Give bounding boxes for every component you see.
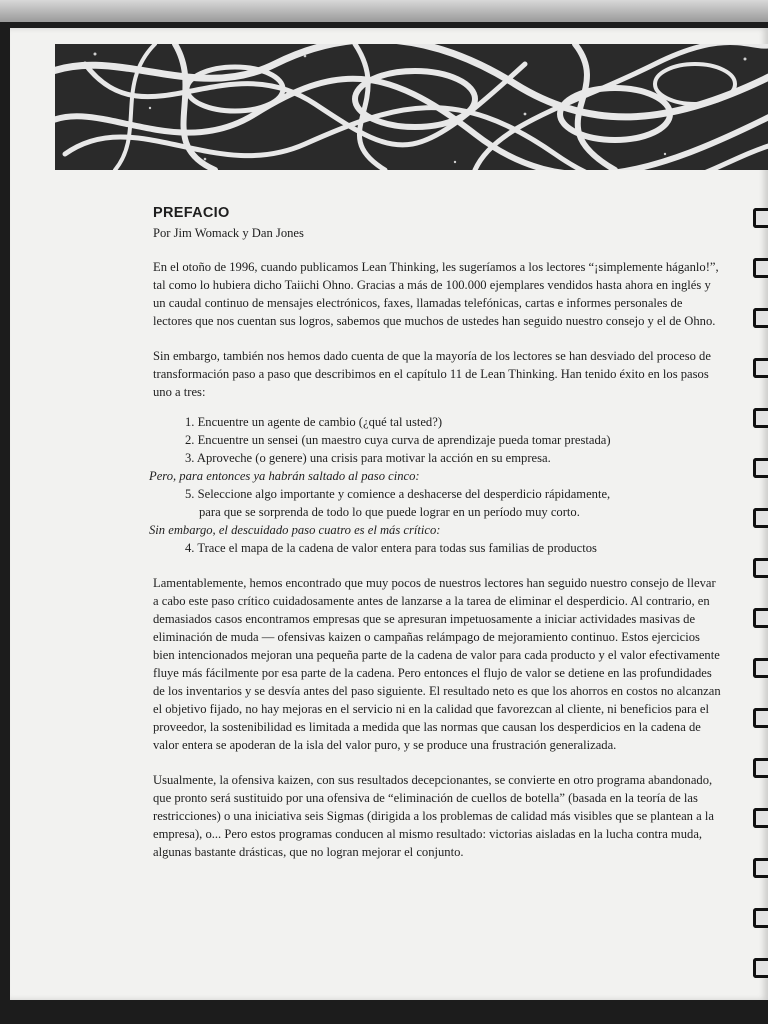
step-item: 2. Encuentre un sensei (un maestro cuya curva de aprendizaje pueda tomar prestada) [185, 433, 611, 447]
binding-ring [753, 458, 768, 478]
binding-ring [753, 808, 768, 828]
binding-ring [753, 508, 768, 528]
binding-ring [753, 308, 768, 328]
preface-body [149, 204, 723, 878]
step-item: 4. Trace el mapa de la cadena de valor entera para todas sus familias de productos [185, 541, 597, 555]
steps-list-b [153, 485, 723, 521]
author-byline: Por Jim Womack y Dan Jones [153, 226, 304, 240]
spiral-binding [754, 208, 768, 1008]
paragraph-4: Usualmente, la ofensiva kaizen, con sus resultados decepcionantes, se convierte en otro programa abandonado, que pronto será sustituido por una ofensiva de “eliminación de cuellos de botella” (basada en la teoría de las restricciones) o una iniciativa seis Sigmas (dirigida a los problemas de calidad más visibles que se plantean a la empresa), o... Pero estos programas conducen al mismo resultado: victorias aisladas en la lucha contra muda, algunas bastante drásticas, que no logran mejorar el conjunto. [153, 773, 714, 859]
intro-step-four: Sin embargo, el descuidado paso cuatro es el más crítico: [149, 523, 441, 537]
binding-ring [753, 908, 768, 928]
binding-ring [753, 958, 768, 978]
paragraph-3: Lamentablemente, hemos encontrado que muy pocos de nuestros lectores han seguido nuestro consejo de llevar a cabo este paso crítico cuidadosamente antes de lanzarse a la tarea de eliminar el desperdicio. Al contrario, en demasiados casos encontramos empresas que se apresuran impetuosamente a iniciar actividades masivas de eliminación de muda — ofensivas kaizen o campañas relámpago de mejoramiento continuo. Estos ejercicios bien intencionados mejoran una pequeña parte de la cadena de valor para cada producto y el valor efectivamente fluye más fácilmente por esa parte de la cadena. Pero entonces el flujo de valor se detiene en las profundidades de los inventarios y se desvía antes del paso siguiente. El resultado neto es que los ahorros en costos no alcanzan el objetivo fijado, no hay mejoras en el servicio ni en la calidad que favorezcan al cliente, ni beneficios para el proveedor, la sostenibilidad es limitada a medida que las normas que causan los desperdicios en la cadena de valor entera se apoderan de la isla del valor puro, y se produce una frustración generalizada. [153, 576, 721, 752]
swirl-pattern-image [55, 44, 768, 170]
step-item: 3. Aproveche (o genere) una crisis para motivar la acción en su empresa. [185, 451, 551, 465]
steps-list-a [153, 413, 723, 467]
intro-step-five: Pero, para entonces ya habrán saltado al paso cinco: [149, 469, 420, 483]
binding-ring [753, 358, 768, 378]
page-title: PREFACIO [153, 205, 230, 221]
steps-list-c [153, 539, 723, 557]
binding-ring [753, 858, 768, 878]
step-item: 1. Encuentre un agente de cambio (¿qué tal usted?) [185, 415, 443, 429]
binding-ring [753, 208, 768, 228]
paragraph-2: Sin embargo, también nos hemos dado cuenta de que la mayoría de los lectores se han desviado del proceso de transformación paso a paso que describimos en el capítulo 11 de Lean Thinking. Han tenido éxito en los pasos uno a tres: [153, 349, 711, 399]
document-page [10, 28, 768, 1000]
scan-top-edge [0, 0, 768, 22]
binding-ring [753, 258, 768, 278]
step-item [153, 485, 723, 521]
step-five-line-2: para que se sorprenda de todo lo que puede lograr en un período muy corto. [199, 505, 580, 519]
decorative-banner [55, 44, 768, 170]
step-five-line-1: 5. Seleccione algo importante y comience a deshacerse del desperdicio rápidamente, [185, 487, 611, 501]
binding-ring [753, 758, 768, 778]
binding-ring [753, 558, 768, 578]
binding-ring [753, 708, 768, 728]
binding-ring [753, 658, 768, 678]
binding-ring [753, 608, 768, 628]
binding-ring [753, 408, 768, 428]
paragraph-1: En el otoño de 1996, cuando publicamos Lean Thinking, les sugeríamos a los lectores “¡simplemente háganlo!”, tal como lo hubiera dicho Taiichi Ohno. Gracias a más de 100.000 ejemplares vendidos hasta ahora en inglés y un caudal continuo de mensajes electrónicos, faxes, llamadas telefónicas, cartas e informes personales de lectores que nos cuentan sus logros, sabemos que muchos de ustedes han seguido nuestro consejo y el de Ohno. [153, 260, 719, 328]
